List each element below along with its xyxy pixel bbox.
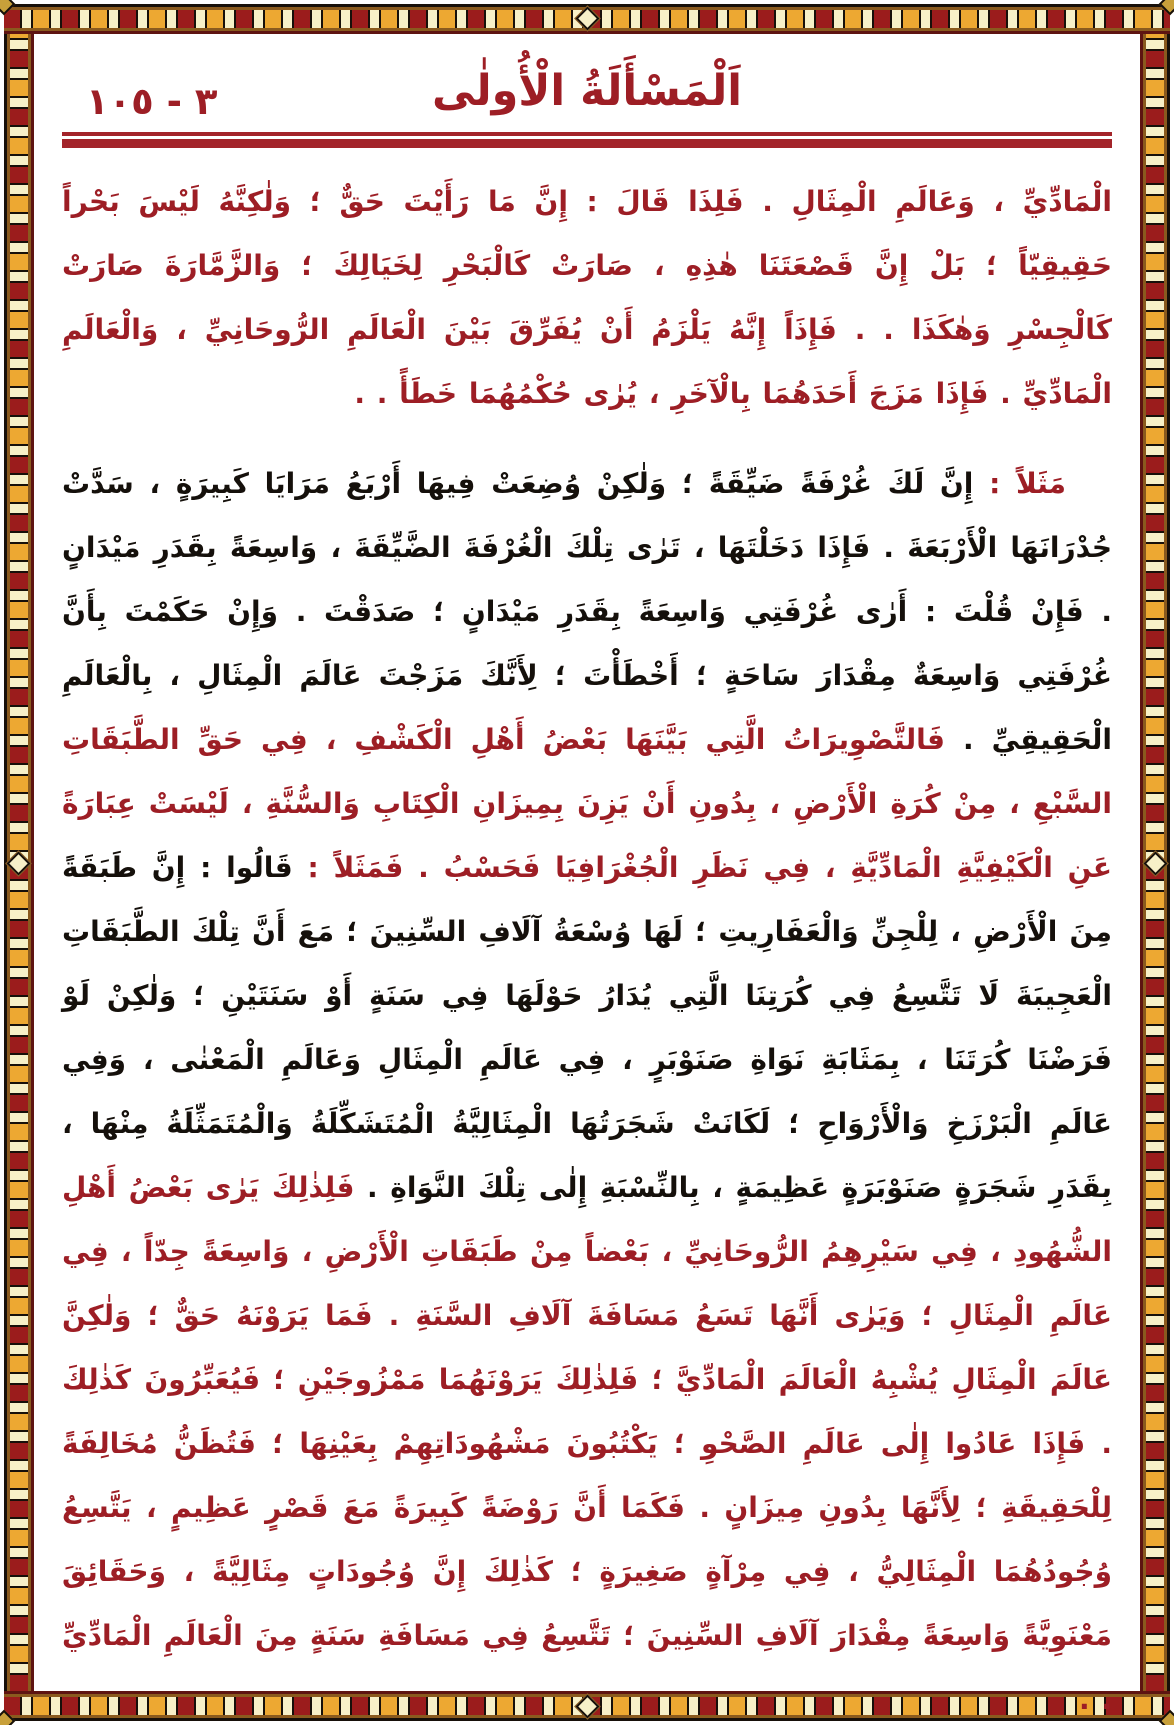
page-content	[62, 44, 1112, 1716]
body-text	[62, 170, 1112, 1725]
text-run: الْمَادِّيِّ ، وَعَالَمِ الْمِثَالِ . فَلِذَا قَالَ : إِنَّ مَا رَأَيْتَ حَقٌّ ؛ وَلٰكِنَّهُ لَيْسَ بَحْراً حَقِيقِيّاً ؛ بَلْ إِنَّ قَصْعَتَنَا هٰذِهِ ، صَارَتْ كَالْبَحْرِ لِخَيَالِكَ ؛ وَالزَّمَّارَةَ صَارَتْ كَالْجِسْرِ وَهٰكَذَا . . فَإِذَاً إِنَّهُ يَلْزَمُ أَنْ يُفَرِّقَ بَيْنَ الْعَالَمِ الرُّوحَانِيِّ ، وَالْعَالَمِ الْمَادِّيِّ . فَإِذَا مَزَجَ أَحَدَهُمَا بِالْآخَرِ ، يُرٰى حُكْمُهُمَا خَطَأً . .	[62, 185, 1112, 410]
rule-thick	[62, 139, 1112, 148]
paragraph	[62, 452, 1112, 1725]
text-run: إِنَّ لَكَ غُرْفَةً ضَيِّقَةً ؛ وَلٰكِنْ وُضِعَتْ فِيهَا أَرْبَعُ مَرَايَا كَبِيرَةٍ ، سَدَّتْ جُدْرَانَهَا الْأَرْبَعَةَ . فَإِذَا دَخَلْتَهَا ، تَرٰى تِلْكَ الْغُرْفَةَ الضَّيِّقَةَ ، وَاسِعَةً بِقَدَرِ مَيْدَانٍ . فَإِنْ قُلْتَ : أَرٰى غُرْفَتِي وَاسِعَةً بِقَدَرِ مَيْدَانٍ ؛ صَدَقْتَ . وَإِنْ حَكَمْتَ بِأَنَّ غُرْفَتِي وَاسِعَةٌ مِقْدَارَ سَاحَةٍ ؛ أَخْطَأْتَ ؛ لِأَنَّكَ مَزَجْتَ عَالَمَ الْمِثَالِ ، بِالْعَالَمِ الْحَقِيقِيِّ .	[62, 467, 1112, 756]
text-run: فَلِذٰلِكَ يَرٰى بَعْضُ أَهْلِ الشُّهُودِ ، فِي سَيْرِهِمُ الرُّوحَانِيِّ ، بَعْضاً مِنْ طَبَقَاتِ الْأَرْضِ ، وَاسِعَةً جِدّاً ، فِي عَالَمِ الْمِثَالِ ؛ وَيَرٰى أَنَّهَا تَسَعُ مَسَافَةَ آلَافِ السَّنَةِ . فَمَا يَرَوْنَهُ حَقٌّ ؛ وَلٰكِنَّ عَالَمَ الْمِثَالِ يُشْبِهُ الْعَالَمَ الْمَادِّيَّ ؛ فَلِذٰلِكَ يَرَوْنَهُمَا مَمْزُوجَيْنِ ؛ فَيُعَبِّرُونَ كَذٰلِكَ . فَإِذَا عَادُوا إِلٰى عَالَمِ الصَّحْوِ ؛ يَكْتُبُونَ مَشْهُودَاتِهِمْ بِعَيْنِهَا ؛ فَتُظَنُّ مُخَالِفَةً لِلْحَقِيقَةِ ؛ لِأَنَّهَا بِدُونِ مِيزَانٍ . فَكَمَا أَنَّ رَوْضَةً كَبِيرَةً مَعَ قَصْرٍ عَظِيمٍ ، يَتَّسِعُ وُجُودُهُمَا الْمِثَالِيُّ ، فِي مِرْآةٍ صَغِيرَةٍ ؛ كَذٰلِكَ إِنَّ وُجُودَاتٍ مِثَالِيَّةً ، وَحَقَائِقَ مَعْنَوِيَّةً وَاسِعَةً مِقْدَارَ آلَافِ السِّنِينَ ؛ تَتَّسِعُ فِي مَسَافَةِ سَنَةٍ مِنَ الْعَالَمِ الْمَادِّيِّ . .	[62, 1171, 1112, 1716]
page-number: ٣ - ١٠٥	[86, 80, 218, 123]
text-run: فَالتَّصْوِيرَاتُ الَّتِي بَيَّنَهَا بَعْضُ أَهْلِ الْكَشْفِ ، فِي حَقِّ الطَّبَقَاتِ السَّبْعِ ، مِنْ كُرَةِ الْأَرْضِ ، بِدُونِ أَنْ يَزِنَ بِمِيزَانِ الْكِتَابِ وَالسُّنَّةِ ، لَيْسَتْ عِبَارَةً عَنِ الْكَيْفِيَّةِ الْمَادِّيَّةِ ، فِي نَظَرِ الْجُغْرَافِيَا فَحَسْبُ . فَمَثَلاً :	[62, 723, 1112, 884]
paragraph	[62, 170, 1112, 426]
text-run: قَالُوا : إِنَّ طَبَقَةً مِنَ الْأَرْضِ ، لِلْجِنِّ وَالْعَفَارِيتِ ؛ لَهَا وُسْعَةُ آلَافِ السِّنِينَ ؛ مَعَ أَنَّ تِلْكَ الطَّبَقَاتِ الْعَجِيبَةَ لَا تَتَّسِعُ فِي كُرَتِنَا الَّتِي يُدَارُ حَوْلَهَا فِي سَنَةٍ أَوْ سَنَتَيْنِ ؛ وَلٰكِنْ لَوْ فَرَضْنَا كُرَتَنَا ، بِمَثَابَةِ نَوَاةِ صَنَوْبَرٍ ، فِي عَالَمِ الْمِثَالِ وَعَالَمِ الْمَعْنٰى ، وَفِي عَالَمِ الْبَرْزَخِ وَالْأَرْوَاحِ ؛ لَكَانَتْ شَجَرَتُهَا الْمِثَالِيَّةُ الْمُتَشَكِّلَةُ وَالْمُتَمَثِّلَةُ مِنْهَا ، بِقَدَرِ شَجَرَةٍ صَنَوْبَرَةٍ عَظِيمَةٍ ، بِالنِّسْبَةِ إِلٰى تِلْكَ النَّوَاةِ .	[62, 851, 1112, 1204]
header-divider-rule	[62, 132, 1112, 148]
text-run: مَثَلاً :	[973, 467, 1067, 500]
page-title: اَلْمَسْأَلَةُ الْأُولٰى	[432, 66, 742, 116]
rule-thin	[62, 132, 1112, 136]
page-header	[62, 44, 1112, 148]
